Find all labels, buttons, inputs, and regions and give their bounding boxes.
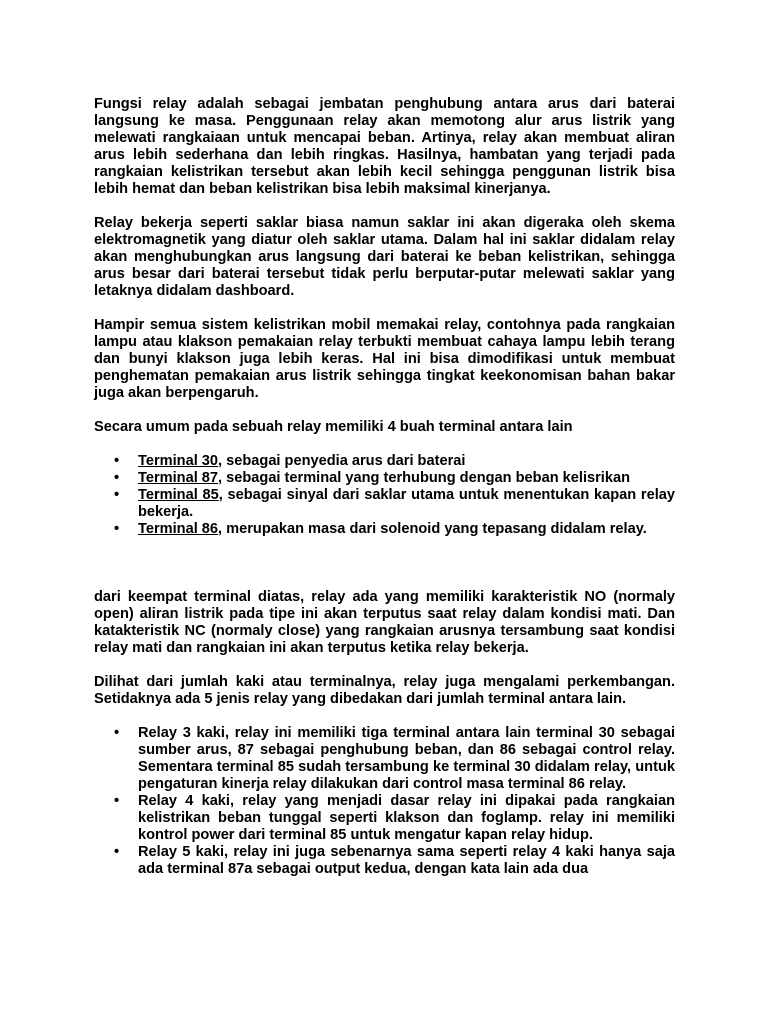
terminal-desc: , sebagai penyedia arus dari baterai — [218, 453, 466, 469]
bullet-icon: • — [114, 470, 120, 486]
relay-type-item — [94, 793, 675, 844]
terminal-list — [94, 453, 675, 538]
bullet-icon: • — [114, 725, 120, 741]
terminal-name: Terminal 87 — [138, 470, 219, 486]
terminal-item — [94, 470, 675, 487]
document-page — [94, 96, 675, 895]
relay-type-text: Relay 5 kaki, relay ini juga sebenarnya sama seperti relay 4 kaki hanya saja ada terminal 87a sebagai output kedua, dengan kata lain ada dua — [138, 844, 675, 877]
relay-type-text: Relay 3 kaki, relay ini memiliki tiga terminal antara lain terminal 30 sebagai sumber arus, 87 sebagai penghubung beban, dan 86 sebagai control relay. Sementara terminal 85 sudah tersambung ke terminal 30 didalam relay, untuk pengaturan kinerja relay dilakukan dari control masa terminal 86 relay. — [138, 725, 675, 792]
bullet-icon: • — [114, 844, 120, 860]
terminal-desc: , sebagai terminal yang terhubung dengan beban kelisrikan — [218, 470, 630, 486]
relay-type-text: Relay 4 kaki, relay yang menjadi dasar relay ini dipakai pada rangkaian kelistrikan beban tunggal seperti klakson dan foglamp. relay ini memiliki kontrol power dari terminal 85 untuk mengatur kapan relay hidup. — [138, 793, 675, 843]
blank-space — [94, 555, 675, 589]
bullet-icon: • — [114, 453, 120, 469]
paragraph-terminal-intro: Secara umum pada sebuah relay memiliki 4 buah terminal antara lain — [94, 419, 573, 435]
paragraph-relay-usage: Hampir semua sistem kelistrikan mobil memakai relay, contohnya pada rangkaian lampu atau klakson pemakaian relay terbukti membuat cahaya lampu lebih terang dan bunyi klakson juga lebih keras. Hal ini bisa dimodifikasi untuk membuat penghematan pemakaian arus listrik sehingga tingkat keekonomisan bahan bakar juga akan berpengaruh. — [94, 317, 675, 401]
terminal-desc: , merupakan masa dari solenoid yang tepasang didalam relay. — [218, 521, 647, 537]
terminal-name: Terminal 86 — [138, 521, 219, 537]
terminal-name: Terminal 85 — [138, 487, 219, 503]
relay-type-item — [94, 844, 675, 878]
bullet-icon: • — [114, 793, 120, 809]
bullet-icon: • — [114, 487, 120, 503]
relay-type-item — [94, 725, 675, 793]
terminal-item — [94, 521, 675, 538]
paragraph-relay-types-intro: Dilihat dari jumlah kaki atau terminalnya, relay juga mengalami perkembangan. Setidaknya ada 5 jenis relay yang dibedakan dari jumlah terminal antara lain. — [94, 674, 675, 707]
relay-type-list — [94, 725, 675, 878]
terminal-item — [94, 453, 675, 470]
bullet-icon: • — [114, 521, 120, 537]
terminal-item — [94, 487, 675, 521]
terminal-name: Terminal 30 — [138, 453, 219, 469]
paragraph-no-nc: dari keempat terminal diatas, relay ada yang memiliki karakteristik NO (normaly open) aliran listrik pada tipe ini akan terputus saat relay dalam kondisi mati. Dan katakteristik NC (normaly close) yang rangkaian arusnya tersambung saat kondisi relay mati dan rangkaian ini akan terputus ketika relay bekerja. — [94, 589, 675, 656]
paragraph-relay-function: Fungsi relay adalah sebagai jembatan penghubung antara arus dari baterai langsung ke masa. Penggunaan relay akan memotong alur arus listrik yang melewati rangkaiaan untuk mencapai beban. Artinya, relay akan membuat aliran arus lebih sederhana dan lebih ringkas. Hasilnya, hambatan yang terjadi pada rangkaian kelistrikan tersebut akan lebih kecil sehingga penggunan listrik bisa lebih hemat dan beban kelistrikan bisa lebih maksimal kinerjanya. — [94, 96, 675, 197]
terminal-desc: , sebagai sinyal dari saklar utama untuk menentukan kapan relay bekerja. — [138, 487, 676, 520]
paragraph-relay-working: Relay bekerja seperti saklar biasa namun saklar ini akan digeraka oleh skema elektromagnetik yang diatur oleh saklar utama. Dalam hal ini saklar didalam relay akan menghubungkan arus langsung dari baterai ke beban kelistrikan, sehingga arus besar dari baterai tersebut tidak perlu berputar-putar melewati saklar yang letaknya didalam dashboard. — [94, 215, 675, 299]
